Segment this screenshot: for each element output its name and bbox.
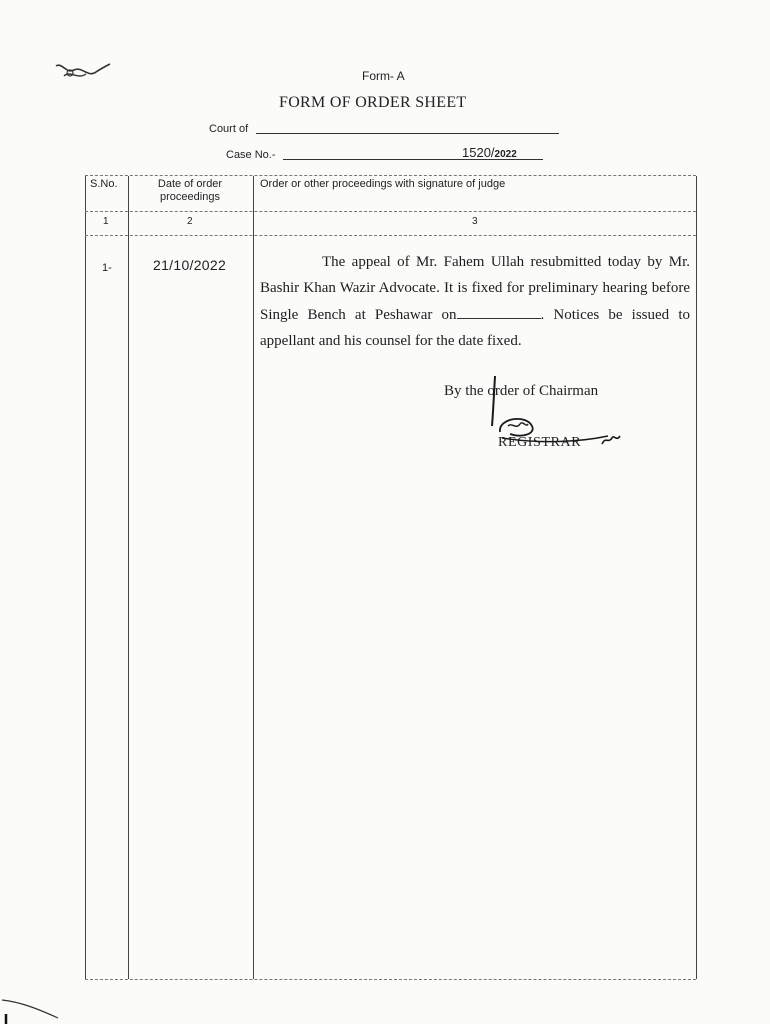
corner-mark-icon [0, 994, 70, 1024]
table-divider-1 [128, 176, 129, 979]
column-header-date: Date of order proceedings [157, 178, 223, 203]
signatory-title: REGISTRAR [498, 435, 582, 450]
order-text-part1: The appeal of Mr. Fahem Ullah resubmitted today by Mr. Bashir Khan Wazir Advocate. It is fixed for preliminary hearing before Single Bench at Peshawar on [260, 254, 690, 323]
date-blank-line [457, 318, 541, 319]
case-year: 2022 [494, 149, 517, 160]
scribble-mark-icon [48, 56, 112, 86]
table-header-divider [85, 211, 696, 212]
table-row-date: 21/10/2022 [153, 257, 227, 273]
table-bottom-border [85, 979, 696, 980]
by-order-line: By the order of Chairman [444, 383, 599, 399]
column-header-order: Order or other proceedings with signature of judge [260, 178, 506, 190]
table-divider-2 [253, 176, 254, 979]
signature-icon [480, 374, 630, 454]
table-border-right [696, 176, 697, 979]
table-number-divider [85, 235, 696, 236]
page-title: FORM OF ORDER SHEET [279, 94, 467, 111]
table-row-sno: 1- [102, 262, 112, 274]
column-header-sno: S.No. [90, 178, 118, 190]
court-blank-line [256, 133, 559, 134]
column-number-3: 3 [472, 216, 478, 227]
column-number-2: 2 [187, 216, 193, 227]
case-number [462, 145, 517, 160]
column-number-1: 1 [103, 216, 109, 227]
form-label: Form- A [362, 69, 405, 83]
table-top-border [85, 175, 696, 176]
case-label: Case No.- [226, 149, 276, 161]
order-text [260, 249, 690, 354]
court-label: Court of [209, 123, 249, 135]
table-border-left [85, 176, 86, 979]
order-text-part2: . Notices be issued to appellant and his counsel for the date fixed. [260, 306, 690, 349]
case-number-value: 1520/ [462, 145, 495, 160]
